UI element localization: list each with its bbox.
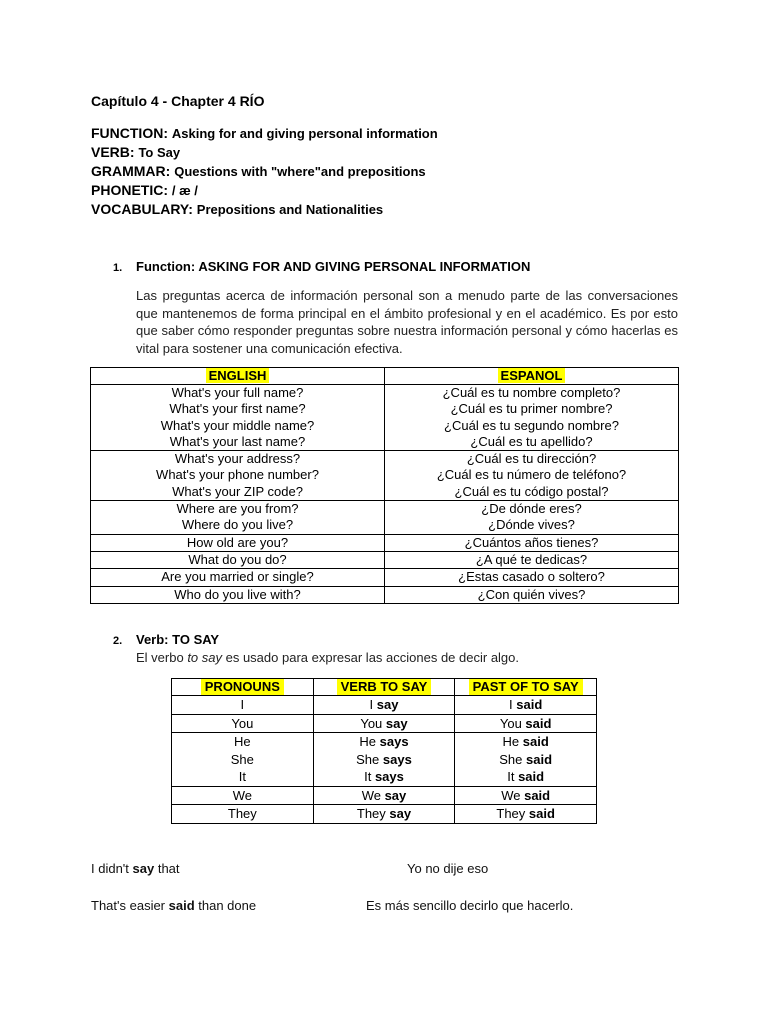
table-row xyxy=(172,733,597,787)
past-cell xyxy=(455,714,597,733)
meta-value: To Say xyxy=(138,145,181,160)
section-label: Verb: xyxy=(136,632,169,647)
spanish-phrase: ¿Cuál es tu código postal? xyxy=(454,483,609,499)
section-1-paragraph: Las preguntas acerca de información personal son a menudo parte de las conversaciones que mantenemos de forma principal en el ámbito profesional y en el académico. Es por esto que saber cómo responder preguntas sobre nuestra información personal y cómo hacerlas es vital para sostener una comunicación efectiva. xyxy=(136,288,678,356)
past-header-label: PAST OF TO SAY xyxy=(469,679,583,695)
past-form xyxy=(455,696,596,714)
english-cell xyxy=(91,551,385,568)
spanish-phrase: ¿Cuál es tu dirección? xyxy=(466,451,597,467)
subject: She xyxy=(499,751,527,767)
english-phrase: Where are you from? xyxy=(176,501,299,517)
table-row xyxy=(91,385,679,451)
meta-key: FUNCTION: xyxy=(91,125,168,141)
past-cell xyxy=(455,696,597,715)
present-cell xyxy=(313,714,455,733)
pronoun-cell xyxy=(172,786,314,805)
table-row xyxy=(172,714,597,733)
pronoun: You xyxy=(231,715,254,731)
past-form xyxy=(455,751,596,769)
present-form xyxy=(314,715,455,733)
table-row xyxy=(91,569,679,586)
spanish-header-label: ESPANOL xyxy=(498,368,566,383)
phrase-table xyxy=(90,367,679,604)
meta-value: / æ / xyxy=(171,183,198,198)
spanish-phrase: ¿De dónde eres? xyxy=(481,501,582,517)
english-phrase: What do you do? xyxy=(188,551,287,567)
table-row xyxy=(91,551,679,568)
present-header-label: VERB TO SAY xyxy=(337,679,432,695)
verb-form: said xyxy=(524,787,551,803)
verb-form: says xyxy=(374,769,404,784)
english-cell xyxy=(91,534,385,551)
verb-table-body xyxy=(172,696,597,824)
english-phrase: Where do you live? xyxy=(181,517,294,533)
pronoun-cell xyxy=(172,696,314,715)
meta-key: VOCABULARY: xyxy=(91,201,193,217)
subject: He xyxy=(359,734,380,749)
present-form xyxy=(314,751,455,769)
pronoun: They xyxy=(227,806,257,821)
table-row xyxy=(172,786,597,805)
spanish-phrase: ¿Cuál es tu primer nombre? xyxy=(450,401,613,417)
spanish-cell xyxy=(385,501,679,535)
present-cell xyxy=(313,805,455,824)
english-phrase: What's your ZIP code? xyxy=(172,483,303,499)
section-number: 2. xyxy=(113,635,123,647)
present-form xyxy=(314,696,455,714)
example-text: that xyxy=(154,861,180,876)
pronoun-cell xyxy=(172,714,314,733)
table-header-row xyxy=(172,679,597,696)
english-cell xyxy=(91,586,385,603)
table-row xyxy=(91,501,679,535)
spanish-phrase: ¿Cuál es tu número de teléfono? xyxy=(436,467,627,483)
subject: I xyxy=(509,697,517,712)
meta-key: GRAMMAR: xyxy=(91,163,171,179)
verb-form: said xyxy=(522,734,549,749)
verb-intro-text: es usado para expresar las acciones de decir algo. xyxy=(222,650,520,665)
spanish-phrase: ¿Dónde vives? xyxy=(488,517,575,533)
verb-form: say xyxy=(389,806,412,821)
present-form xyxy=(314,787,455,805)
verb-form: said xyxy=(526,751,553,767)
present-form xyxy=(314,768,455,786)
phrase-table-body xyxy=(91,385,679,604)
spanish-cell xyxy=(385,385,679,451)
english-phrase: What's your full name? xyxy=(171,385,304,400)
chapter-title: Capítulo 4 - Chapter 4 RÍO xyxy=(91,93,265,109)
subject: They xyxy=(496,806,529,821)
section-label: Function: xyxy=(136,259,196,274)
table-row xyxy=(91,534,679,551)
past-cell xyxy=(455,786,597,805)
english-phrase: What's your middle name? xyxy=(160,417,315,433)
example-text: I didn't xyxy=(91,861,133,876)
spanish-cell xyxy=(385,534,679,551)
past-cell xyxy=(455,733,597,787)
pronoun: I xyxy=(240,697,245,712)
spanish-phrase: ¿Cuál es tu segundo nombre? xyxy=(444,417,619,433)
meta-grammar xyxy=(91,162,438,181)
present-cell xyxy=(313,786,455,805)
past-cell xyxy=(455,805,597,824)
column-header-english xyxy=(91,368,385,385)
verb-form: said xyxy=(528,806,555,821)
spanish-phrase: ¿A qué te dedicas? xyxy=(475,551,588,567)
pronoun: He xyxy=(234,734,251,749)
past-form xyxy=(455,805,596,823)
meta-vocabulary xyxy=(91,200,438,219)
table-row xyxy=(91,451,679,501)
present-cell xyxy=(313,733,455,787)
pronoun: We xyxy=(232,787,252,803)
verb-intro-italic: to say xyxy=(187,650,222,665)
verb-form: say xyxy=(376,697,399,712)
meta-verb xyxy=(91,143,438,162)
verb-form: say xyxy=(385,715,408,731)
spanish-cell xyxy=(385,551,679,568)
verb-form: said xyxy=(525,715,552,731)
verb-intro-text: El verbo xyxy=(136,650,188,665)
past-form xyxy=(455,787,596,805)
pronoun: It xyxy=(238,769,246,784)
english-cell xyxy=(91,501,385,535)
spanish-cell xyxy=(385,451,679,501)
english-cell xyxy=(91,385,385,451)
spanish-cell xyxy=(385,586,679,603)
subject: She xyxy=(356,751,383,767)
section-number: 1. xyxy=(113,262,123,274)
section-1-heading xyxy=(113,259,530,274)
past-form xyxy=(455,768,596,786)
english-phrase: Who do you live with? xyxy=(174,586,301,602)
example-bold: said xyxy=(168,898,195,913)
verb-form: says xyxy=(379,734,409,749)
pronoun-cell xyxy=(172,733,314,787)
subject: I xyxy=(369,697,377,712)
verb-form: said xyxy=(518,769,545,784)
pronoun: She xyxy=(230,751,254,767)
meta-key: VERB: xyxy=(91,144,135,160)
subject: You xyxy=(360,715,386,731)
example-es-1: Yo no dije eso xyxy=(407,861,489,876)
subject: They xyxy=(356,806,390,821)
present-cell xyxy=(313,696,455,715)
subject: It xyxy=(507,769,519,784)
table-row xyxy=(172,805,597,824)
section-2-heading xyxy=(113,632,219,647)
subject: It xyxy=(364,769,375,784)
english-phrase: What's your last name? xyxy=(169,433,306,449)
english-phrase: What's your phone number? xyxy=(156,467,319,483)
meta-phonetic xyxy=(91,181,438,200)
english-header-label: ENGLISH xyxy=(206,368,270,383)
meta-function xyxy=(91,124,438,143)
chapter-overview xyxy=(91,124,438,219)
english-phrase: How old are you? xyxy=(186,534,289,550)
verb-intro xyxy=(136,650,519,665)
meta-value: Prepositions and Nationalities xyxy=(196,202,384,217)
meta-value: Questions with "where"and prepositions xyxy=(174,164,426,179)
example-es-2: Es más sencillo decirlo que hacerlo. xyxy=(366,898,574,913)
spanish-cell xyxy=(385,569,679,586)
column-header-pronouns xyxy=(172,679,314,696)
spanish-phrase: ¿Cuál es tu nombre completo? xyxy=(442,385,621,400)
subject: We xyxy=(361,787,385,803)
verb-form: says xyxy=(382,751,412,767)
english-phrase: Are you married or single? xyxy=(161,569,314,585)
meta-key: PHONETIC: xyxy=(91,182,168,198)
subject: You xyxy=(499,715,526,731)
example-bold: say xyxy=(132,861,155,876)
column-header-present xyxy=(313,679,455,696)
english-cell xyxy=(91,451,385,501)
english-phrase: What's your address? xyxy=(174,451,301,467)
spanish-phrase: ¿Estas casado o soltero? xyxy=(458,569,605,585)
english-cell xyxy=(91,569,385,586)
table-header-row xyxy=(91,368,679,385)
pronouns-header-label: PRONOUNS xyxy=(201,679,284,695)
subject: He xyxy=(502,734,523,749)
spanish-phrase: ¿Cuántos años tienes? xyxy=(464,534,599,550)
example-en-1 xyxy=(91,861,180,876)
meta-value: Asking for and giving personal information xyxy=(171,126,438,141)
table-row xyxy=(91,586,679,603)
english-phrase: What's your first name? xyxy=(169,401,306,417)
past-form xyxy=(455,715,596,733)
verb-form: said xyxy=(516,697,543,712)
example-text: than done xyxy=(194,898,257,913)
present-form xyxy=(314,733,455,751)
section-title: TO SAY xyxy=(172,632,220,647)
verb-form: say xyxy=(384,787,407,803)
example-text: That's easier xyxy=(91,898,169,913)
spanish-phrase: ¿Con quién vives? xyxy=(477,586,586,602)
example-en-2 xyxy=(91,898,256,913)
section-title: ASKING FOR AND GIVING PERSONAL INFORMATION xyxy=(198,259,531,274)
pronoun-cell xyxy=(172,805,314,824)
column-header-past xyxy=(455,679,597,696)
verb-conjugation-table xyxy=(171,678,597,824)
spanish-phrase: ¿Cuál es tu apellido? xyxy=(470,433,593,449)
present-form xyxy=(314,805,455,823)
table-row xyxy=(172,696,597,715)
column-header-spanish xyxy=(385,368,679,385)
subject: We xyxy=(501,787,525,803)
past-form xyxy=(455,733,596,751)
